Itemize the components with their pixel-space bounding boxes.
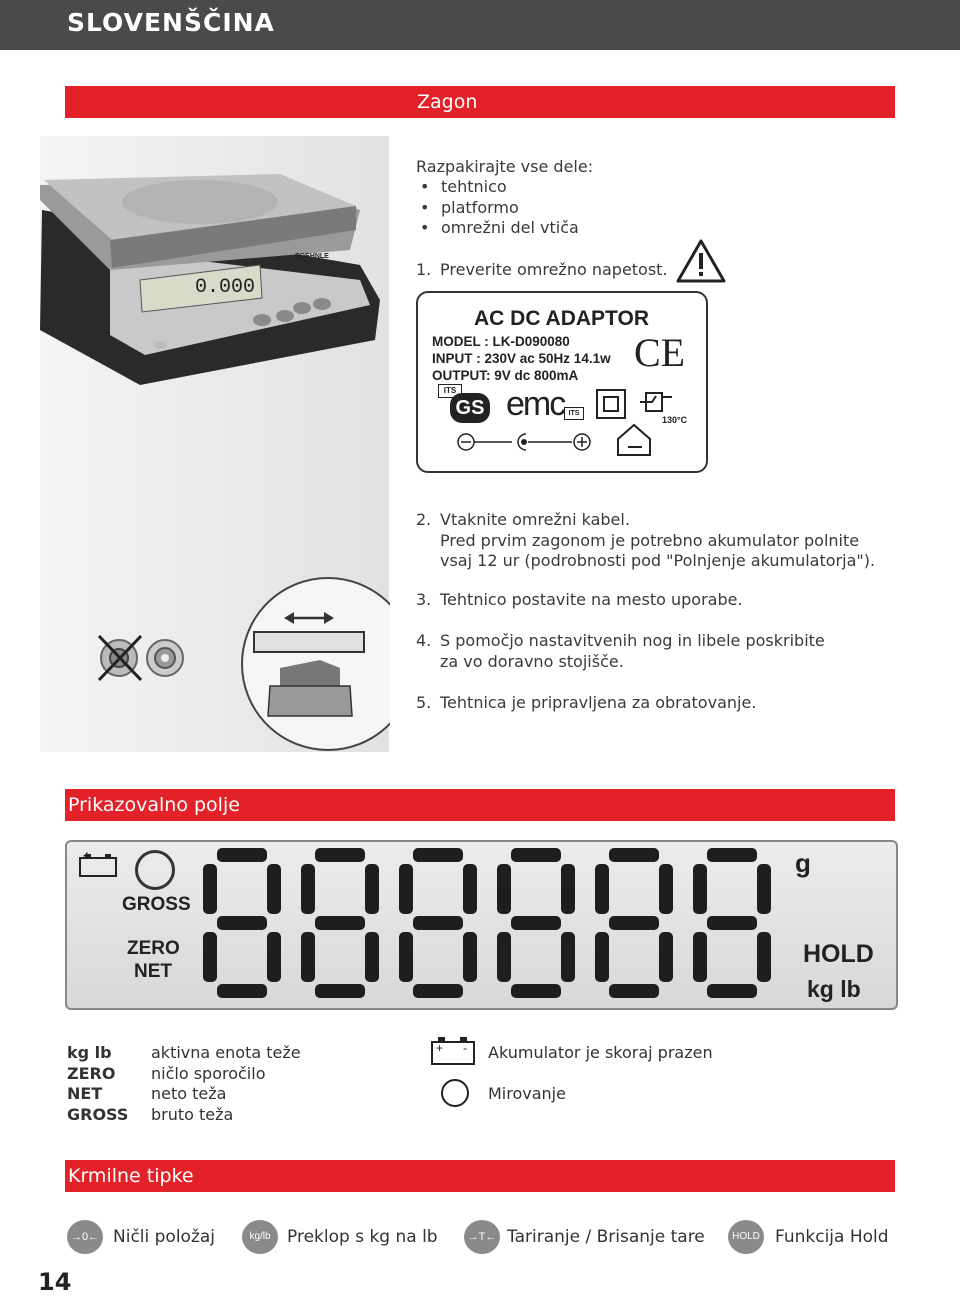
lcd-segment <box>561 864 575 914</box>
lcd-segment <box>203 932 217 982</box>
indoor-use-icon <box>614 421 654 459</box>
lcd-segment <box>609 984 659 998</box>
its-mark: ITS <box>438 384 462 398</box>
lcd-segment <box>463 932 477 982</box>
legend-row <box>67 1084 227 1105</box>
lcd-segment <box>413 984 463 998</box>
lcd-segment <box>757 932 771 982</box>
lcd-kg-lb: kg lb <box>807 976 861 1002</box>
its-mark-small: ITS <box>564 407 584 420</box>
legend-term: GROSS <box>67 1104 129 1124</box>
step-text: Pred prvim zagonom je potrebno akumulator polnite <box>440 530 860 550</box>
lcd-segment <box>693 864 707 914</box>
unpack-list <box>418 177 579 239</box>
lcd-segment <box>609 848 659 862</box>
polarity-icon <box>456 431 592 453</box>
foot-level-icons <box>95 632 190 684</box>
lcd-hold: HOLD <box>803 940 874 968</box>
lcd-zero: ZERO <box>127 938 180 959</box>
section-bar-keys <box>65 1160 895 1192</box>
lcd-segment <box>365 932 379 982</box>
lcd-segment <box>203 864 217 914</box>
step-1 <box>416 260 668 281</box>
legend-battery-desc: Akumulator je skoraj prazen <box>488 1043 713 1062</box>
legend-row <box>67 1104 234 1126</box>
stability-circle-icon <box>135 850 175 890</box>
adapter-label <box>416 291 708 473</box>
temperature-rating: 130°C <box>662 415 688 425</box>
lcd-segment <box>757 864 771 914</box>
tare-key-icon: →T← <box>464 1220 500 1254</box>
lcd-segment <box>399 864 413 914</box>
language-header <box>0 0 960 50</box>
step-number: 1. <box>416 260 432 279</box>
lcd-segment <box>217 916 267 930</box>
lcd-segment <box>497 932 511 982</box>
emc-mark: emc <box>506 385 565 423</box>
legend-row <box>67 1063 266 1085</box>
language-title: SLOVENŠČINA <box>67 8 275 37</box>
step-number: 5. <box>416 693 432 712</box>
lcd-segment <box>707 916 757 930</box>
step-number: 4. <box>416 631 432 650</box>
legend-desc: bruto teža <box>151 1104 234 1124</box>
step-text: za vo doravno stojišče. <box>440 651 624 671</box>
step-4 <box>416 631 825 672</box>
legend-desc: aktivna enota teže <box>151 1043 301 1062</box>
legend-term: NET <box>67 1084 103 1103</box>
section-bar-display <box>65 789 895 821</box>
lcd-segment <box>217 984 267 998</box>
section-title-start: Zagon <box>417 91 478 113</box>
lcd-unit-g: g <box>795 848 811 878</box>
step-text: vsaj 12 ur (podrobnosti pod "Polnjenje akumulatorja"). <box>440 551 876 570</box>
step-number: 2. <box>416 510 432 529</box>
battery-minus: - <box>105 848 110 863</box>
key-label-unit: Preklop s kg na lb <box>287 1227 438 1247</box>
lcd-segment <box>315 916 365 930</box>
seven-segment-digits <box>197 846 797 1006</box>
lcd-segment <box>561 932 575 982</box>
adapter-output: OUTPUT: 9V dc 800mA <box>432 368 579 383</box>
circle-icon <box>441 1079 469 1107</box>
thermal-fuse-icon <box>638 385 680 417</box>
list-item: • omrežni del vtiča <box>418 218 579 239</box>
list-item: • platformo <box>418 198 579 219</box>
legend-desc: neto teža <box>151 1084 227 1103</box>
key-label-hold: Funkcija Hold <box>775 1227 889 1247</box>
lcd-segment <box>413 916 463 930</box>
section-title-display: Prikazovalno polje <box>68 794 240 816</box>
step-text: Preverite omrežno napetost. <box>440 260 668 279</box>
page-number: 14 <box>38 1268 72 1296</box>
zero-key-icon: →0← <box>67 1220 103 1254</box>
key-label-zero: Ničli položaj <box>113 1227 216 1247</box>
lcd-segment <box>609 916 659 930</box>
lcd-net: NET <box>134 961 172 982</box>
lcd-segment <box>659 864 673 914</box>
gs-mark: GS <box>450 393 490 423</box>
lcd-segment <box>511 848 561 862</box>
battery-plus: + <box>83 848 91 863</box>
lcd-segment <box>659 932 673 982</box>
legend-term: ZERO <box>67 1063 116 1083</box>
lcd-segment <box>511 984 561 998</box>
double-insulation-icon <box>596 389 626 419</box>
lcd-display-panel <box>65 840 898 1010</box>
lcd-segment <box>267 864 281 914</box>
warning-icon <box>675 238 727 284</box>
lcd-segment <box>301 864 315 914</box>
unit-key-icon: kg/lb <box>242 1220 278 1254</box>
section-bar-start <box>65 86 895 118</box>
lcd-segment <box>217 848 267 862</box>
unpack-intro: Razpakirajte vse dele: <box>416 157 594 176</box>
lcd-segment <box>413 848 463 862</box>
key-label-tare: Tariranje / Brisanje tare <box>507 1227 705 1247</box>
lcd-segment <box>267 932 281 982</box>
step-text: Vtaknite omrežni kabel. <box>440 510 630 529</box>
lcd-segment <box>707 984 757 998</box>
lcd-segment <box>595 932 609 982</box>
step-number: 3. <box>416 590 432 609</box>
section-title-keys: Krmilne tipke <box>68 1165 194 1187</box>
step-text: Tehtnica je pripravljena za obratovanje. <box>440 693 757 712</box>
lcd-segment <box>595 864 609 914</box>
legend-row <box>67 1043 301 1064</box>
adapter-input: INPUT : 230V ac 50Hz 14.1w <box>432 351 611 366</box>
legend-left <box>67 1043 301 1125</box>
lcd-segment <box>365 864 379 914</box>
adapter-model: MODEL : LK-D090080 <box>432 334 570 349</box>
lcd-segment <box>497 864 511 914</box>
lcd-segment <box>315 984 365 998</box>
lcd-segment <box>301 932 315 982</box>
lcd-segment <box>463 864 477 914</box>
svg-text:+: + <box>436 1041 444 1055</box>
hold-key-icon: HOLD <box>728 1220 764 1254</box>
lcd-segment <box>315 848 365 862</box>
svg-text:-: - <box>463 1041 467 1055</box>
step-2 <box>416 510 875 572</box>
scale-illustration <box>30 140 390 390</box>
lcd-gross: GROSS <box>122 894 191 915</box>
step-3 <box>416 590 743 611</box>
leveling-foot-illustration <box>240 576 390 752</box>
lcd-segment <box>707 848 757 862</box>
adapter-title: AC DC ADAPTOR <box>474 307 650 330</box>
scale-brand: SOEHNLE <box>295 253 329 260</box>
legend-circle-desc: Mirovanje <box>488 1084 566 1103</box>
lcd-segment <box>511 916 561 930</box>
step-text: S pomočjo nastavitvenih nog in libele poskribite <box>440 631 825 650</box>
ce-mark: CE <box>634 330 686 375</box>
step-text: Tehtnico postavite na mesto uporabe. <box>440 590 743 609</box>
legend-desc: ničlo sporočilo <box>151 1063 266 1083</box>
legend-term: kg lb <box>67 1043 112 1062</box>
step-5 <box>416 693 756 714</box>
lcd-segment <box>693 932 707 982</box>
lcd-segment <box>399 932 413 982</box>
battery-icon <box>430 1034 476 1066</box>
scale-display-text: 0.000 <box>195 276 256 299</box>
list-item: • tehtnico <box>418 177 579 198</box>
